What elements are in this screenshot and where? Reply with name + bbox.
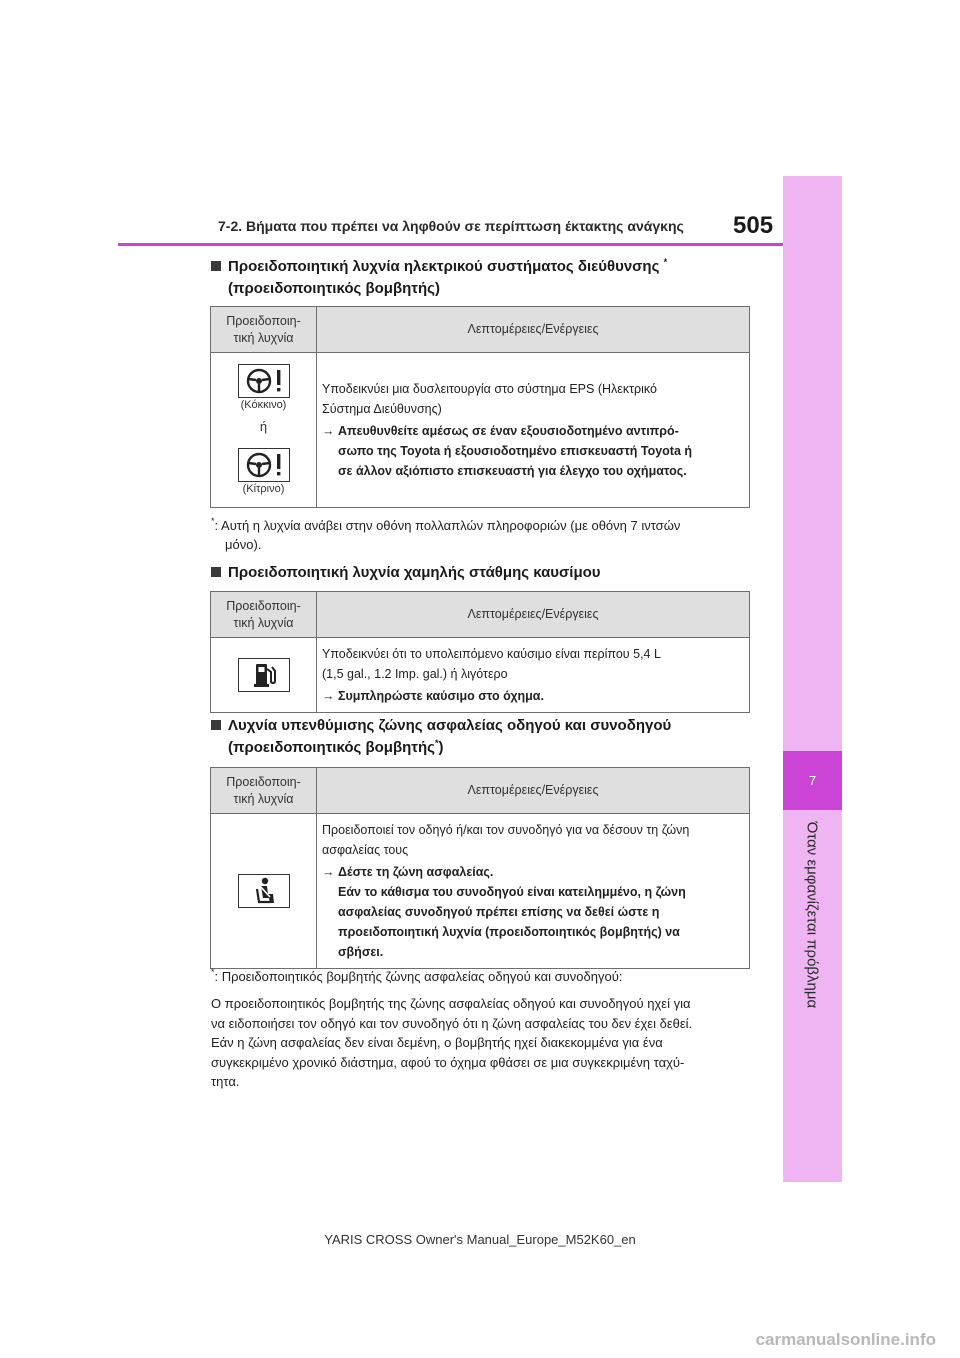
arrow-icon: → bbox=[322, 865, 335, 879]
section-title-seatbelt: Λυχνία υπενθύμισης ζώνης ασφαλείας οδηγού και συνοδηγού (προειδοποιητικός βομβητής*) bbox=[211, 715, 671, 759]
action-block: → Συμπληρώστε καύσιμο στο όχημα. bbox=[322, 686, 743, 706]
square-bullet-icon bbox=[211, 720, 221, 730]
seatbelt-buzzer-paragraph: Ο προειδοποιητικός βομβητής της ζώνης ασφαλείας οδηγού και συνοδηγού ηχεί για να ειδοποιήσει τον οδηγό και τον συνοδηγό ότι η ζώνη ασφαλείας του δεν έχει δεθεί. Εάν η ζώνη ασφαλείας δεν είναι δεμένη, ο βομβητής ηχεί διακεκομμένα για ένα συγκεκριμένο χρονικό διάστημα, αφού το όχημα φθάσει σε μια συγκεκριμένη ταχύ- τητα. bbox=[211, 996, 693, 1089]
arrow-icon: → bbox=[322, 689, 335, 703]
section-title-fuel: Προειδοποιητική λυχνία χαμηλής στάθμης καυσίμου bbox=[211, 562, 601, 584]
arrow-icon: → bbox=[322, 424, 335, 438]
table-header-row bbox=[211, 768, 750, 814]
table-header-row bbox=[211, 592, 750, 638]
col-warning-light-header: Προειδοποιη- τική λυχνία bbox=[211, 592, 317, 638]
chapter-side-tab bbox=[783, 176, 842, 1182]
page-number: 505 bbox=[733, 212, 774, 239]
chapter-number-badge: 7 bbox=[783, 751, 842, 810]
footnote-eps: *: Αυτή η λυχνία ανάβει στην οθόνη πολλαπλών πληροφοριών (με οθόνη 7 ιντσών μόνο). bbox=[211, 516, 681, 552]
square-bullet-icon bbox=[211, 567, 221, 577]
icon-cell bbox=[211, 814, 317, 969]
details-cell: Προειδοποιεί τον οδηγό ή/και τον συνοδηγό για να δέσουν τη ζώνη ασφαλείας τους → Δέστε τη ζώνη ασφαλείας. Εάν το κάθισμα του συνοδηγού είναι κατειλημμένο, η ζώνη ασφαλείας συνοδηγού πρέπει επίσης να δεθεί ώστε η προειδοποιητική λυχνία (προειδοποιητικός βομβητής) να σβήσει. bbox=[317, 814, 750, 969]
square-bullet-icon bbox=[211, 261, 221, 271]
manual-footer: YARIS CROSS Owner's Manual_Europe_M52K60_en bbox=[324, 1232, 636, 1247]
table-row bbox=[211, 814, 750, 969]
action-block: → Απευθυνθείτε αμέσως σε έναν εξουσιοδοτημένο αντιπρό- σωπο της Toyota ή εξουσιοδοτημένο επισκευαστή Toyota ή σε άλλον αξιόπιστο επισκευαστή για έλεγχο του οχήματος. bbox=[322, 421, 743, 481]
fuel-pump-icon bbox=[238, 658, 290, 692]
col-details-header: Λεπτομέρειες/Ενέργειες bbox=[317, 768, 750, 814]
section-title-eps: Προειδοποιητική λυχνία ηλεκτρικού συστήματος διεύθυνσης * (προειδοποιητικός βομβητής) bbox=[211, 256, 667, 300]
seatbelt-reminder-icon bbox=[238, 874, 290, 908]
col-warning-light-header: Προειδοποιη- τική λυχνία bbox=[211, 307, 317, 353]
action-block: → Δέστε τη ζώνη ασφαλείας. Εάν το κάθισμα του συνοδηγού είναι κατειλημμένο, η ζώνη ασφαλείας συνοδηγού πρέπει επίσης να δεθεί ώστε η προειδοποιητική λυχνία (προειδοποιητικός βομβητής) να σβήσει. bbox=[322, 862, 743, 962]
col-details-header: Λεπτομέρειες/Ενέργειες bbox=[317, 592, 750, 638]
table-row bbox=[211, 353, 750, 508]
table-row bbox=[211, 638, 750, 713]
details-cell: Υποδεικνύει ότι το υπολειπόμενο καύσιμο είναι περίπου 5,4 L (1,5 gal., 1.2 Imp. gal.) ή λιγότερο → Συμπληρώστε καύσιμο στο όχημα. bbox=[317, 638, 750, 713]
eps-warning-table bbox=[210, 306, 750, 508]
details-cell: Υποδεικνύει μια δυσλειτουργία στο σύστημα EPS (Ηλεκτρικό Σύστημα Διεύθυνσης) → Απευθυνθείτε αμέσως σε έναν εξουσιοδοτημένο αντιπρό- σωπο της Toyota ή εξουσιοδοτημένο επισκευαστή Toyota ή σε άλλον αξιόπιστο επισκευαστή για έλεγχο του οχήματος. bbox=[317, 353, 750, 508]
steering-warning-icon bbox=[238, 364, 290, 398]
watermark: carmanualsonline.info bbox=[755, 1330, 936, 1349]
footnote-seatbelt: *: Προειδοποιητικός βομβητής ζώνης ασφαλείας οδηγού και συνοδηγού: bbox=[211, 967, 623, 984]
section-header-title: 7-2. Βήματα που πρέπει να ληφθούν σε περίπτωση έκτακτης ανάγκης bbox=[218, 218, 684, 234]
seatbelt-warning-table bbox=[210, 767, 750, 969]
icon-cell: (Κόκκινο) ή (Κίτρινο) bbox=[211, 353, 317, 508]
col-warning-light-header: Προειδοποιη- τική λυχνία bbox=[211, 768, 317, 814]
table-header-row bbox=[211, 307, 750, 353]
chapter-side-label: Όταν εμφανίζεται πρόβλημα bbox=[803, 821, 821, 1009]
header-rule bbox=[118, 243, 783, 246]
steering-warning-icon bbox=[238, 448, 290, 482]
fuel-warning-table bbox=[210, 591, 750, 713]
col-details-header: Λεπτομέρειες/Ενέργειες bbox=[317, 307, 750, 353]
icon-cell bbox=[211, 638, 317, 713]
